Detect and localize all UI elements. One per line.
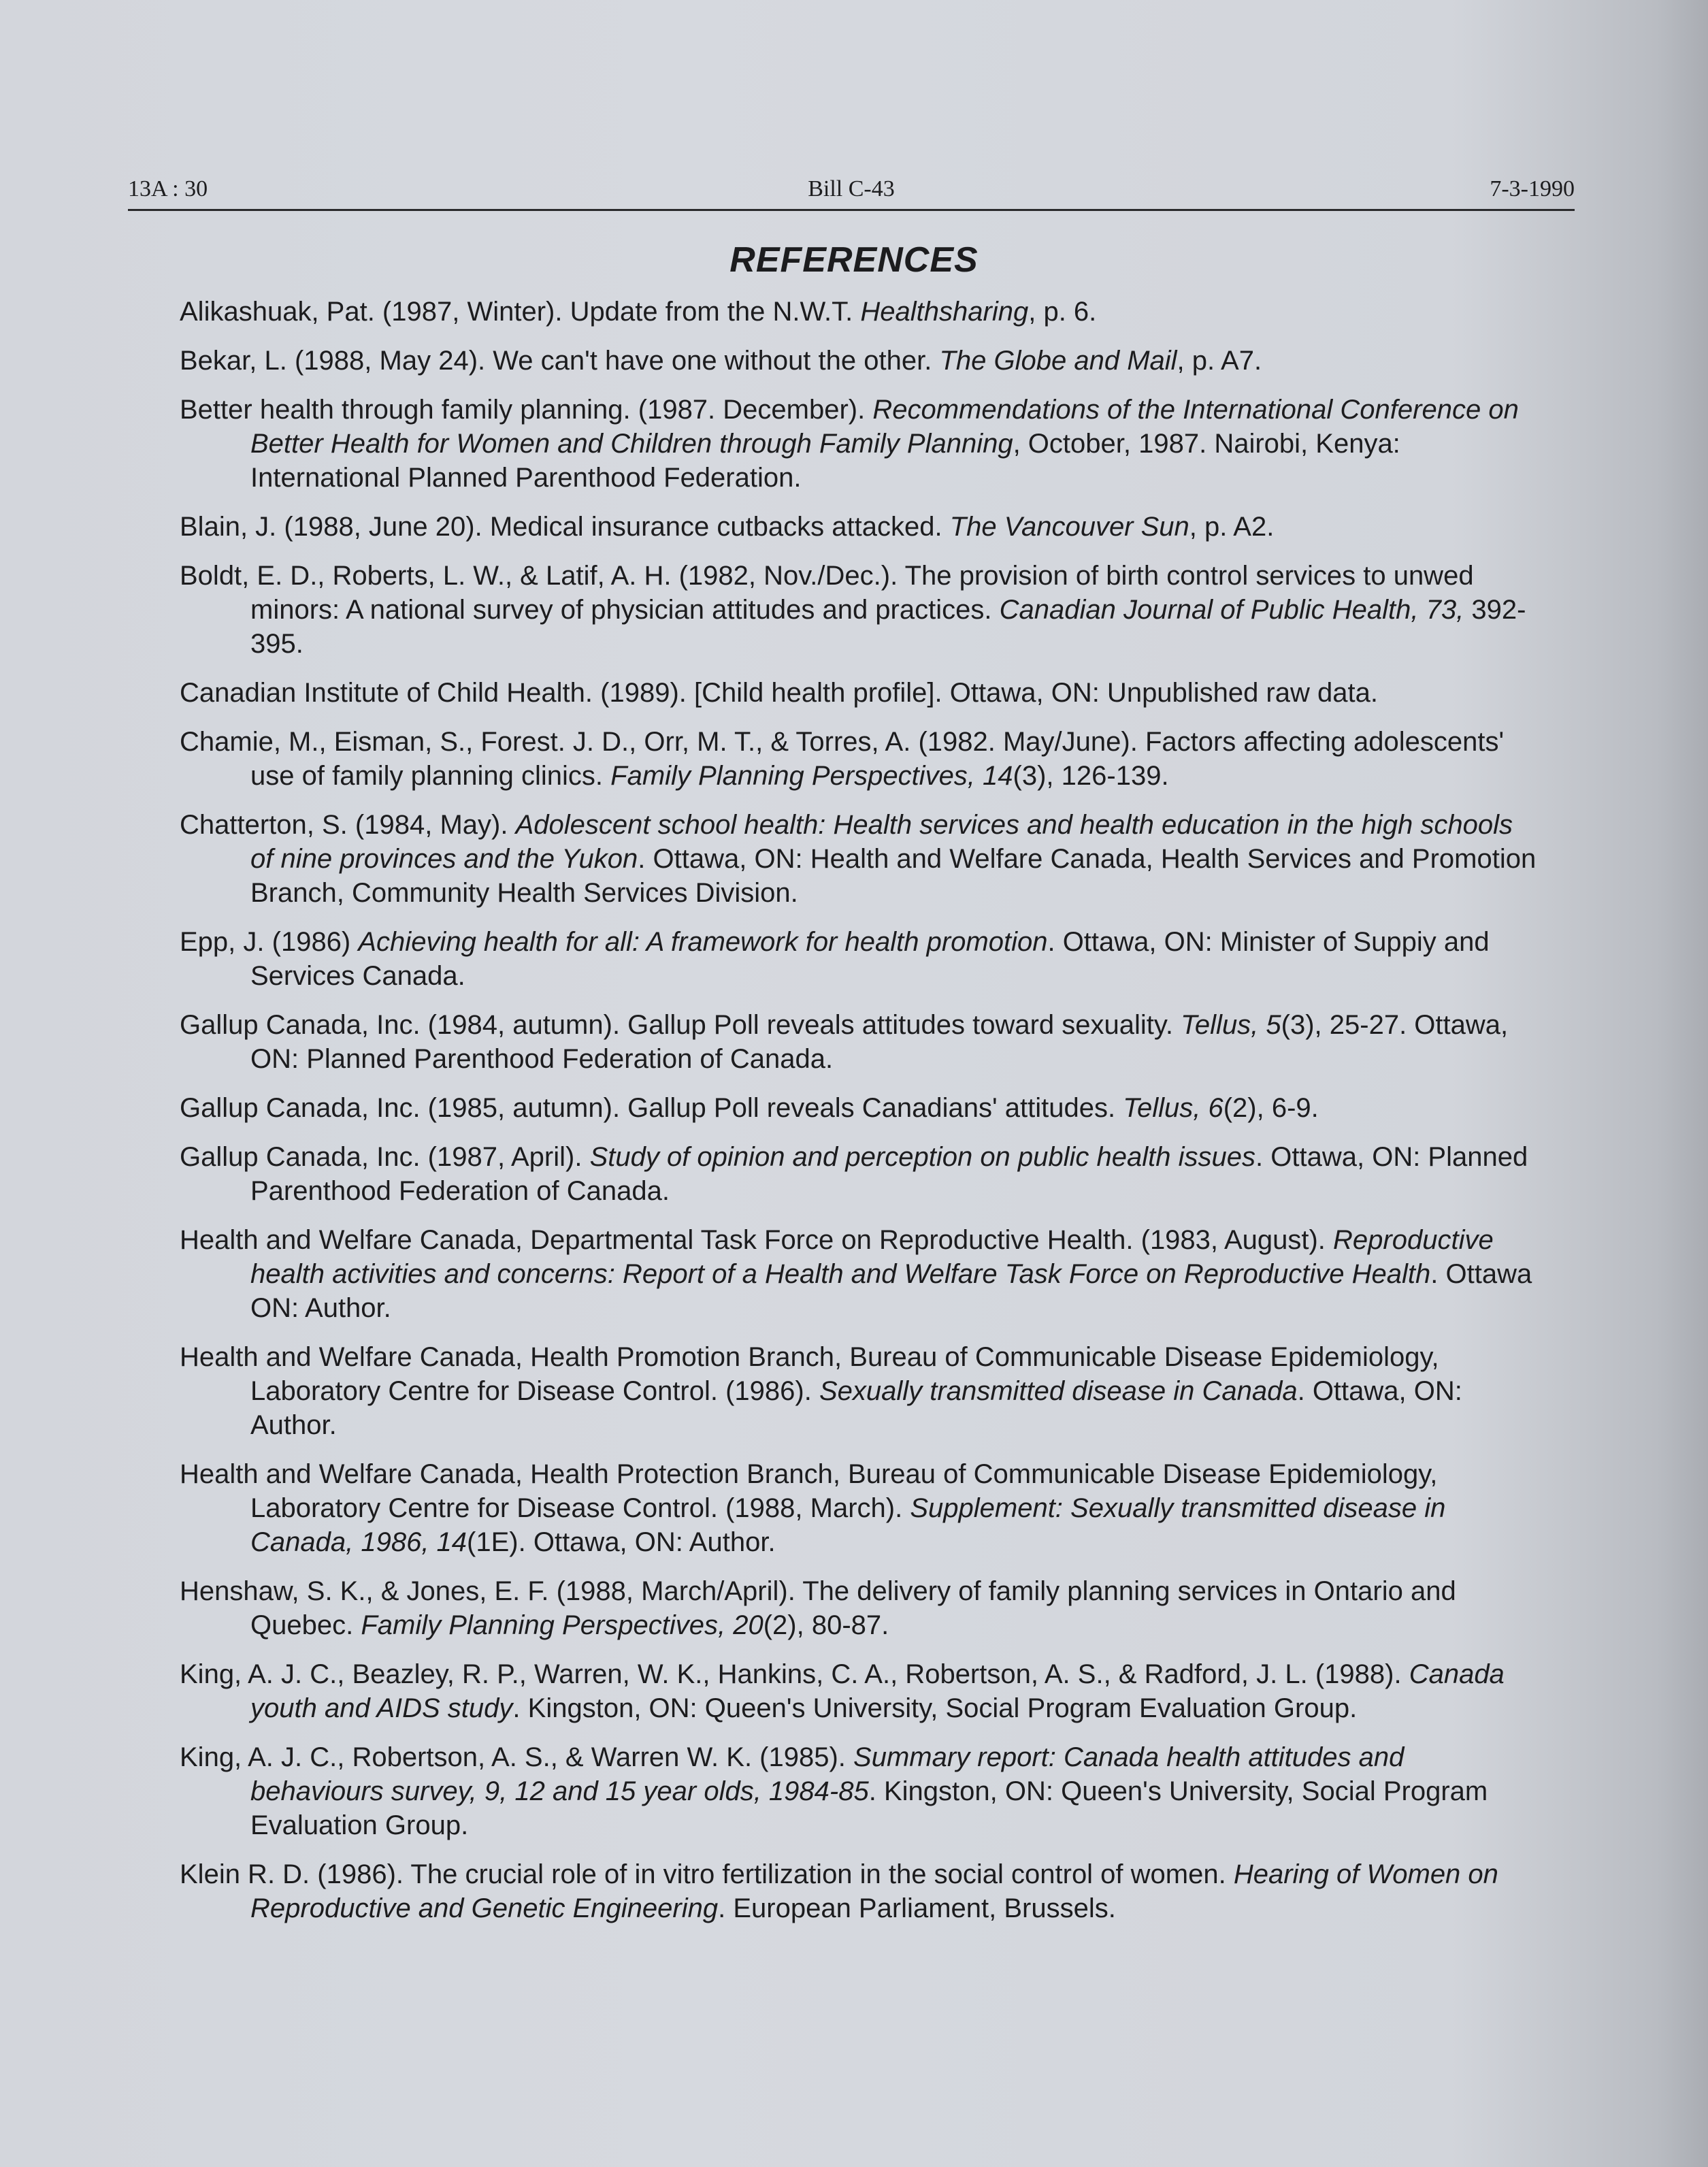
reference-entry [180,559,1541,661]
reference-entry [180,1457,1541,1559]
reference-entry [180,925,1541,993]
reference-title-italic: Family Planning Perspectives, 20 [361,1610,763,1640]
reference-text: King, A. J. C., Robertson, A. S., & Warren W. K. (1985). [180,1742,854,1772]
reference-text: . Ottawa ON: Author. [250,1259,1532,1323]
reference-text: Henshaw, S. K., & Jones, E. F. (1988, March/April). The delivery of family planning services in Ontario and Quebec. [180,1576,1456,1640]
reference-entry [180,1008,1541,1076]
reference-text: Klein R. D. (1986). The crucial role of in vitro fertilization in the social control of women. [180,1859,1234,1889]
reference-text: , p. A2. [1189,512,1275,542]
reference-title-italic: Adolescent school health: Health services and health education in the high schools of nine provinces and the Yukon [250,810,1513,874]
reference-entry [180,1140,1541,1208]
reference-text: King, A. J. C., Beazley, R. P., Warren, W. K., Hankins, C. A., Robertson, A. S., & Radford, J. L. (1988). [180,1659,1409,1689]
reference-entry [180,344,1541,378]
reference-text: (2), 6-9. [1223,1093,1319,1123]
reference-text: . Kingston, ON: Queen's University, Social Program Evaluation Group. [512,1693,1358,1723]
reference-title-italic: Hearing of Women on Reproductive and Genetic Engineering [250,1859,1498,1923]
bill-number: Bill C-43 [808,176,895,201]
reference-title-italic: Summary report: Canada health attitudes and behaviours survey, 9, 12 and 15 year olds, 1984-85 [250,1742,1405,1806]
reference-entry [180,393,1541,495]
reference-title-italic: Sexually transmitted disease in Canada [819,1376,1298,1406]
reference-title-italic: Reproductive health activities and concerns: Report of a Health and Welfare Task Force on Reproductive Health [250,1225,1494,1289]
reference-text: Bekar, L. (1988, May 24). We can't have one without the other. [180,346,940,376]
reference-text: Health and Welfare Canada, Health Protection Branch, Bureau of Communicable Disease Epidemiology, Laboratory Centre for Disease Control. (1988, March). [180,1459,1438,1523]
reference-text: . Kingston, ON: Queen's University, Social Program Evaluation Group. [250,1776,1488,1840]
reference-text: . Ottawa, ON: Health and Welfare Canada, Health Services and Promotion Branch, Community Health Services Division. [250,844,1537,908]
reference-entry [180,725,1541,793]
reference-text: Health and Welfare Canada, Health Promotion Branch, Bureau of Communicable Disease Epidemiology, Laboratory Centre for Disease Control. (1986). [180,1342,1439,1406]
reference-text: . Ottawa, ON: Planned Parenthood Federation of Canada. [250,1142,1528,1206]
reference-title-italic: Supplement: Sexually transmitted disease in Canada, 1986, 14 [250,1493,1446,1557]
reference-text: , p. A7. [1177,346,1262,376]
reference-text: . Ottawa, ON: Minister of Suppiy and Services Canada. [250,927,1490,991]
reference-text: Boldt, E. D., Roberts, L. W., & Latif, A. H. (1982, Nov./Dec.). The provision of birth control services to unwed minors: A national survey of physician attitudes and practices. [180,561,1474,625]
reference-text: . Ottawa, ON: Author. [250,1376,1462,1440]
reference-title-italic: Canada youth and AIDS study [250,1659,1505,1723]
reference-entry [180,1740,1541,1842]
reference-title-italic: The Vancouver Sun [949,512,1189,542]
reference-entry [180,1091,1541,1125]
references-heading: REFERENCES [729,240,979,280]
reference-text: Epp, J. (1986) [180,927,359,957]
reference-text: Canadian Institute of Child Health. (1989). [Child health profile]. Ottawa, ON: Unpublished raw data. [180,678,1378,708]
reference-title-italic: Achieving health for all: A framework for health promotion [358,927,1048,957]
reference-entry [180,676,1541,710]
reference-title-italic: The Globe and Mail [939,346,1177,376]
reference-entry [180,808,1541,910]
reference-text: . European Parliament, Brussels. [718,1893,1116,1923]
reference-title-italic: Tellus, 6 [1123,1093,1223,1123]
reference-text: Gallup Canada, Inc. (1987, April). [180,1142,590,1172]
reference-text: Chamie, M., Eisman, S., Forest. J. D., Orr, M. T., & Torres, A. (1982. May/June). Factors affecting adolescents' use of family planning clinics. [180,727,1505,791]
reference-title-italic: Study of opinion and perception on public health issues [589,1142,1256,1172]
reference-text: , p. 6. [1028,297,1097,327]
reference-text: Blain, J. (1988, June 20). Medical insurance cutbacks attacked. [180,512,950,542]
references-list [180,295,1541,1940]
reference-entry [180,1223,1541,1325]
reference-text: (3), 126-139. [1013,761,1169,791]
reference-entry [180,1657,1541,1725]
reference-text: Gallup Canada, Inc. (1985, autumn). Gallup Poll reveals Canadians' attitudes. [180,1093,1123,1123]
reference-text: (1E). Ottawa, ON: Author. [467,1527,776,1557]
reference-text: (2), 80-87. [763,1610,889,1640]
reference-text: Health and Welfare Canada, Departmental Task Force on Reproductive Health. (1983, August). [180,1225,1334,1255]
reference-text: Alikashuak, Pat. (1987, Winter). Update from the N.W.T. [180,297,861,327]
reference-entry [180,510,1541,544]
reference-text: Gallup Canada, Inc. (1984, autumn). Gallup Poll reveals attitudes toward sexuality. [180,1010,1181,1040]
reference-text: 392-395. [250,595,1526,659]
reference-title-italic: Canadian Journal of Public Health, 73, [999,595,1464,625]
reference-title-italic: Recommendations of the International Conference on Better Health for Women and Children through Family Planning [250,395,1519,459]
reference-title-italic: Tellus, 5 [1181,1010,1281,1040]
reference-text: , October, 1987. Nairobi, Kenya: International Planned Parenthood Federation. [250,429,1400,493]
reference-entry [180,1574,1541,1642]
reference-text: Chatterton, S. (1984, May). [180,810,516,840]
reference-entry [180,1340,1541,1442]
header-date: 7-3-1990 [1490,176,1575,201]
reference-title-italic: Healthsharing [860,297,1029,327]
page-number: 13A : 30 [128,176,208,201]
reference-entry [180,295,1541,329]
running-header [128,174,1575,211]
reference-text: (3), 25-27. Ottawa, ON: Planned Parenthood Federation of Canada. [250,1010,1509,1074]
reference-text: Better health through family planning. (1987. December). [180,395,873,425]
reference-entry [180,1857,1541,1925]
reference-title-italic: Family Planning Perspectives, 14 [610,761,1013,791]
